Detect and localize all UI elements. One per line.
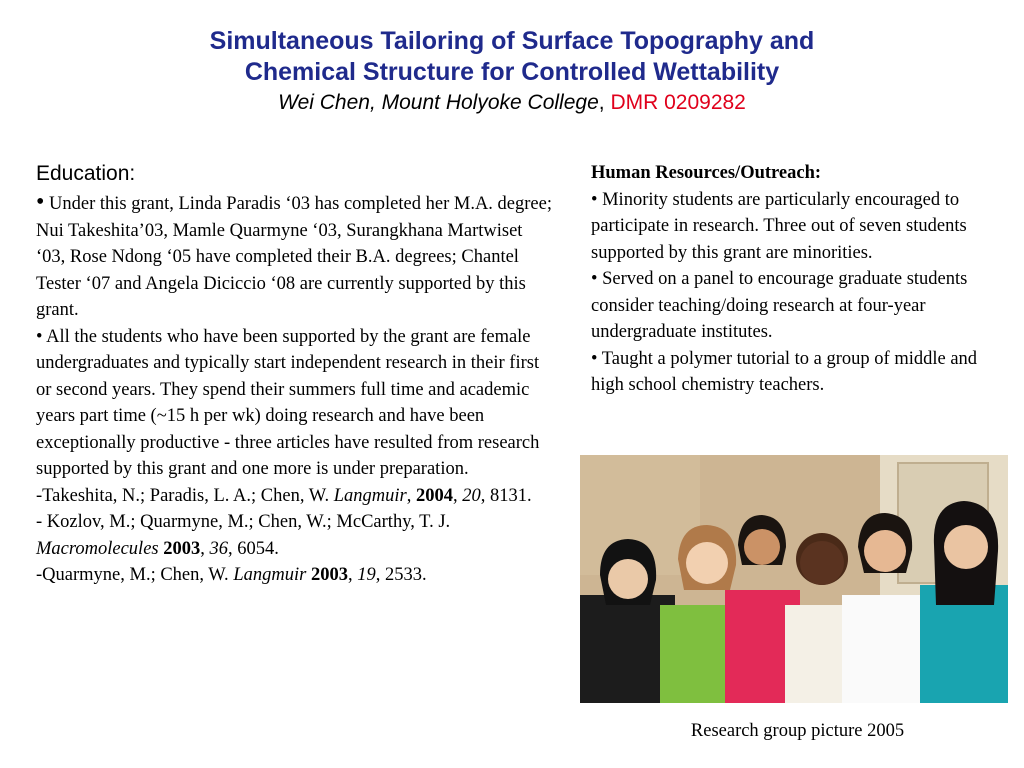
reference-authors: -Takeshita, N.; Paradis, L. A.; Chen, W. (36, 485, 334, 506)
reference-journal: Macromolecules (36, 538, 159, 559)
reference-year: 2003 (310, 565, 348, 585)
bullet-icon: • (36, 189, 45, 215)
reference-separator: , (347, 565, 358, 585)
title-block (0, 26, 1024, 117)
education-paragraph-2: • All the students who have been supported by the grant are female undergraduates and typically start independent research in their first or second years. They spend their summers full time and academic years part time (~15 h per wk) doing research and have been exceptionally productive - three articles have resulted from research supported by this grant and one more is under preparation. (36, 326, 540, 479)
page-title-line-2: Chemical Structure for Controlled Wettability (244, 58, 780, 86)
reference-pages: , 6054. (227, 538, 279, 559)
author-name: Wei Chen, Mount Holyoke College (278, 91, 599, 114)
author-line (0, 88, 1024, 117)
award-number: DMR 0209282 (610, 91, 746, 114)
education-paragraph-1-text: Under this grant, Linda Paradis ‘03 has completed her M.A. degree; Nui Takeshita’03, Mamle Quarmyne ‘03, Surangkhana Martwiset ‘03, Rose Ndong ‘05 have completed their B.A. degrees; Chantel Tester ‘07 and Angela Diciccio ‘08 are currently supported by this grant. (36, 194, 552, 320)
reference-volume: 19 (357, 565, 376, 585)
reference-item (36, 483, 556, 510)
page-title-line-1: Simultaneous Tailoring of Surface Topography and (209, 27, 815, 55)
reference-journal: Langmuir (233, 565, 307, 585)
reference-pages: , 2533. (375, 565, 427, 585)
reference-year: 2004 (416, 485, 454, 506)
education-section (36, 160, 556, 589)
reference-journal: Langmuir (333, 485, 407, 506)
group-photo-illustration (580, 455, 1008, 703)
group-photo (580, 455, 1008, 703)
reference-separator: , (406, 485, 417, 506)
outreach-item: • Served on a panel to encourage graduate students consider teaching/doing research at four-year undergraduate institutes. (591, 269, 968, 342)
reference-volume: 36 (209, 538, 228, 559)
reference-separator: , (200, 538, 210, 559)
reference-authors: -Quarmyne, M.; Chen, W. (36, 565, 234, 585)
reference-volume: 20 (462, 485, 481, 506)
outreach-item: • Taught a polymer tutorial to a group of middle and high school chemistry teachers. (591, 348, 978, 395)
outreach-heading: Human Resources/Outreach: (591, 163, 822, 183)
author-comma: , (598, 91, 605, 114)
reference-pages: , 8131. (480, 485, 532, 506)
reference-year: 2003 (163, 538, 201, 559)
reference-item (36, 509, 556, 562)
education-heading: Education: (36, 162, 136, 185)
education-paragraph-1 (36, 189, 556, 324)
outreach-item: • Minority students are particularly encouraged to participate in research. Three out of seven students supported by this grant are minorities. (591, 189, 967, 263)
reference-authors: - Kozlov, M.; Quarmyne, M.; Chen, W.; McCarthy, T. J. (36, 512, 451, 532)
photo-caption: Research group picture 2005 (690, 721, 905, 741)
outreach-section (591, 160, 1011, 399)
reference-item (36, 562, 556, 589)
reference-separator: , (453, 485, 463, 506)
